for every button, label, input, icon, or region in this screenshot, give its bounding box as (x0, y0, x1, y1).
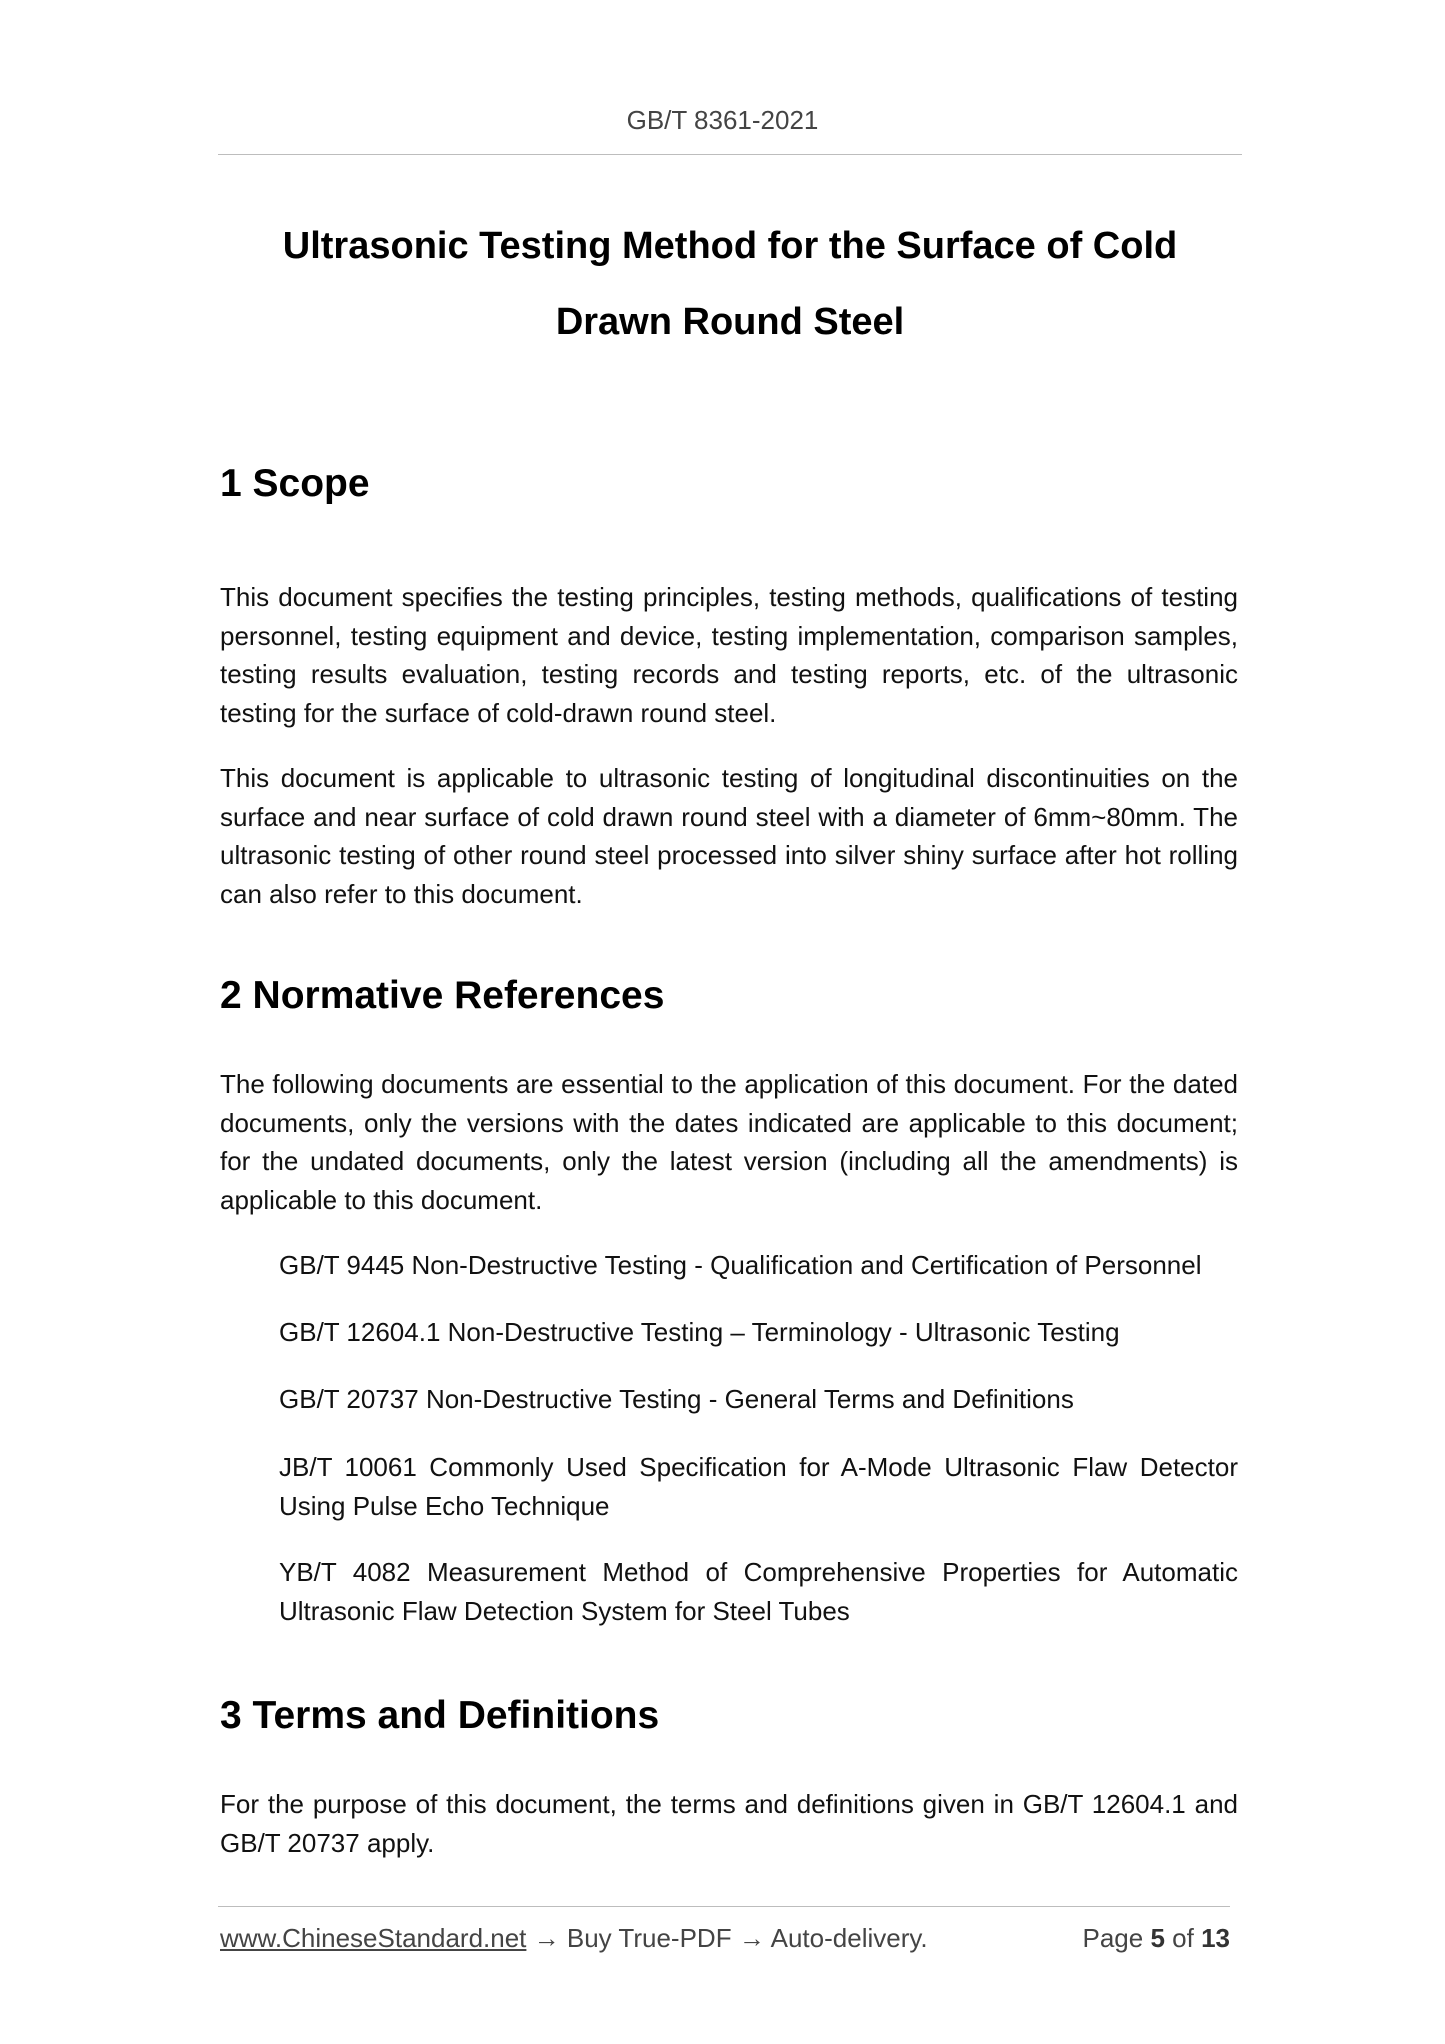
reference-item: YB/T 4082 Measurement Method of Comprehensive Properties for Automatic Ultrasonic Flaw Detection System for Steel Tubes (279, 1557, 1238, 1626)
section-references-heading-wrap (220, 973, 1238, 1019)
section-references-paragraph-wrap (220, 1065, 1238, 1219)
section-scope-paragraph-2-wrap (220, 759, 1238, 913)
page-number (1082, 1923, 1230, 1954)
scope-paragraph-2: This document is applicable to ultrasonic testing of longitudinal discontinuities on the surface and near surface of cold drawn round steel with a diameter of 6mm~80mm. The ultrasonic testing of other round steel processed into silver shiny surface after hot rolling can also refer to this document. (220, 763, 1238, 909)
document-title (218, 208, 1242, 360)
section-terms-paragraph-wrap (220, 1785, 1238, 1862)
section-scope-paragraph-1-wrap (220, 578, 1238, 732)
website-link[interactable]: www.ChineseStandard.net (220, 1923, 527, 1953)
scope-paragraph-1: This document specifies the testing principles, testing methods, qualifications of testing personnel, testing equipment and device, testing implementation, comparison samples, testing results evaluation, testing records and testing reports, etc. of the ultrasonic testing for the surface of cold-drawn round steel. (220, 582, 1238, 728)
footer-divider (218, 1906, 1230, 1907)
terms-paragraph: For the purpose of this document, the terms and definitions given in GB/T 12604.1 and GB/T 20737 apply. (220, 1789, 1238, 1858)
page-total: 13 (1201, 1923, 1230, 1953)
arrow-right-icon: → (533, 1923, 560, 1953)
page-of-label: of (1172, 1923, 1194, 1953)
page-label: Page (1082, 1923, 1144, 1953)
page-footer (220, 1923, 1230, 1954)
section-terms-heading-wrap (220, 1693, 1238, 1739)
delivery-text: Auto-delivery. (770, 1923, 928, 1953)
references-intro-paragraph: The following documents are essential to the application of this document. For the dated documents, only the versions with the dates indicated are applicable to this document; for the undated documents, only the latest version (including all the amendments) is applicable to this document. (220, 1069, 1238, 1215)
header-divider (218, 154, 1242, 155)
section-scope-heading-wrap (220, 461, 1238, 507)
reference-item: JB/T 10061 Commonly Used Specification for A-Mode Ultrasonic Flaw Detector Using Pulse Echo Technique (279, 1452, 1238, 1521)
arrow-right-icon: → (738, 1923, 765, 1953)
section-heading-scope: 1 Scope (220, 462, 370, 505)
document-title-line-1: Ultrasonic Testing Method for the Surface of Cold (282, 225, 1178, 267)
page-current: 5 (1150, 1923, 1165, 1953)
reference-item: GB/T 20737 Non-Destructive Testing - General Terms and Definitions (279, 1384, 1074, 1414)
document-title-line-2: Drawn Round Steel (555, 301, 905, 343)
reference-item: GB/T 12604.1 Non-Destructive Testing – Terminology - Ultrasonic Testing (279, 1317, 1120, 1347)
reference-item: GB/T 9445 Non-Destructive Testing - Qualification and Certification of Personnel (279, 1250, 1202, 1280)
section-heading-normative-references: 2 Normative References (220, 974, 665, 1017)
header-standard-code: GB/T 8361-2021 (626, 105, 819, 135)
section-heading-terms-and-definitions: 3 Terms and Definitions (220, 1694, 660, 1737)
buy-text: Buy True-PDF (566, 1923, 732, 1953)
